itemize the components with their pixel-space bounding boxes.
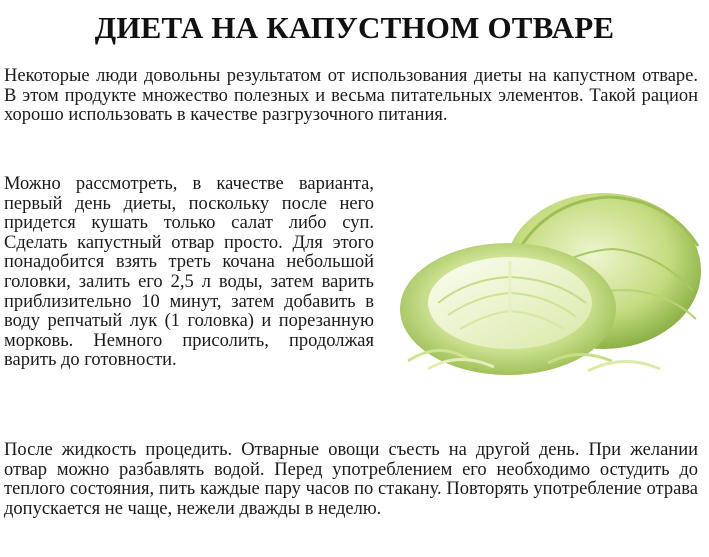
cabbage-photo (398, 191, 704, 379)
cabbage-halves-icon (398, 191, 704, 379)
intro-paragraph: Некоторые люди довольны результатом от использования диеты на капустном отваре. В этом продукте множество полезных и весьма питательных элементов. Такой рацион хорошо использовать в качестве разгрузочного питания. (4, 66, 698, 126)
closing-paragraph: После жидкость процедить. Отварные овощи съесть на другой день. При желании отвар можно разбавлять водой. Перед употреблением его необходимо остудить до теплого состояния, пить каждые пару часов по стакану. Повторять употребление отрава допускается не чаще, нежели дважды в неделю. (4, 440, 698, 519)
article-title: ДИЕТА НА КАПУСТНОМ ОТВАРЕ (94, 10, 615, 45)
recipe-paragraph: Можно рассмотреть, в качестве варианта, первый день диеты, поскольку после него придется кушать только салат либо суп. Сделать капустный отвар просто. Для этого понадобится взять треть кочана небольшой головки, залить его 2,5 л воды, затем варить приблизительно 10 минут, затем добавить в воду репчатый лук (1 головка) и порезанную морковь. Немного присолить, продолжая варить до готовности. (4, 174, 374, 371)
image-watermark: Fisher.I (667, 364, 694, 373)
